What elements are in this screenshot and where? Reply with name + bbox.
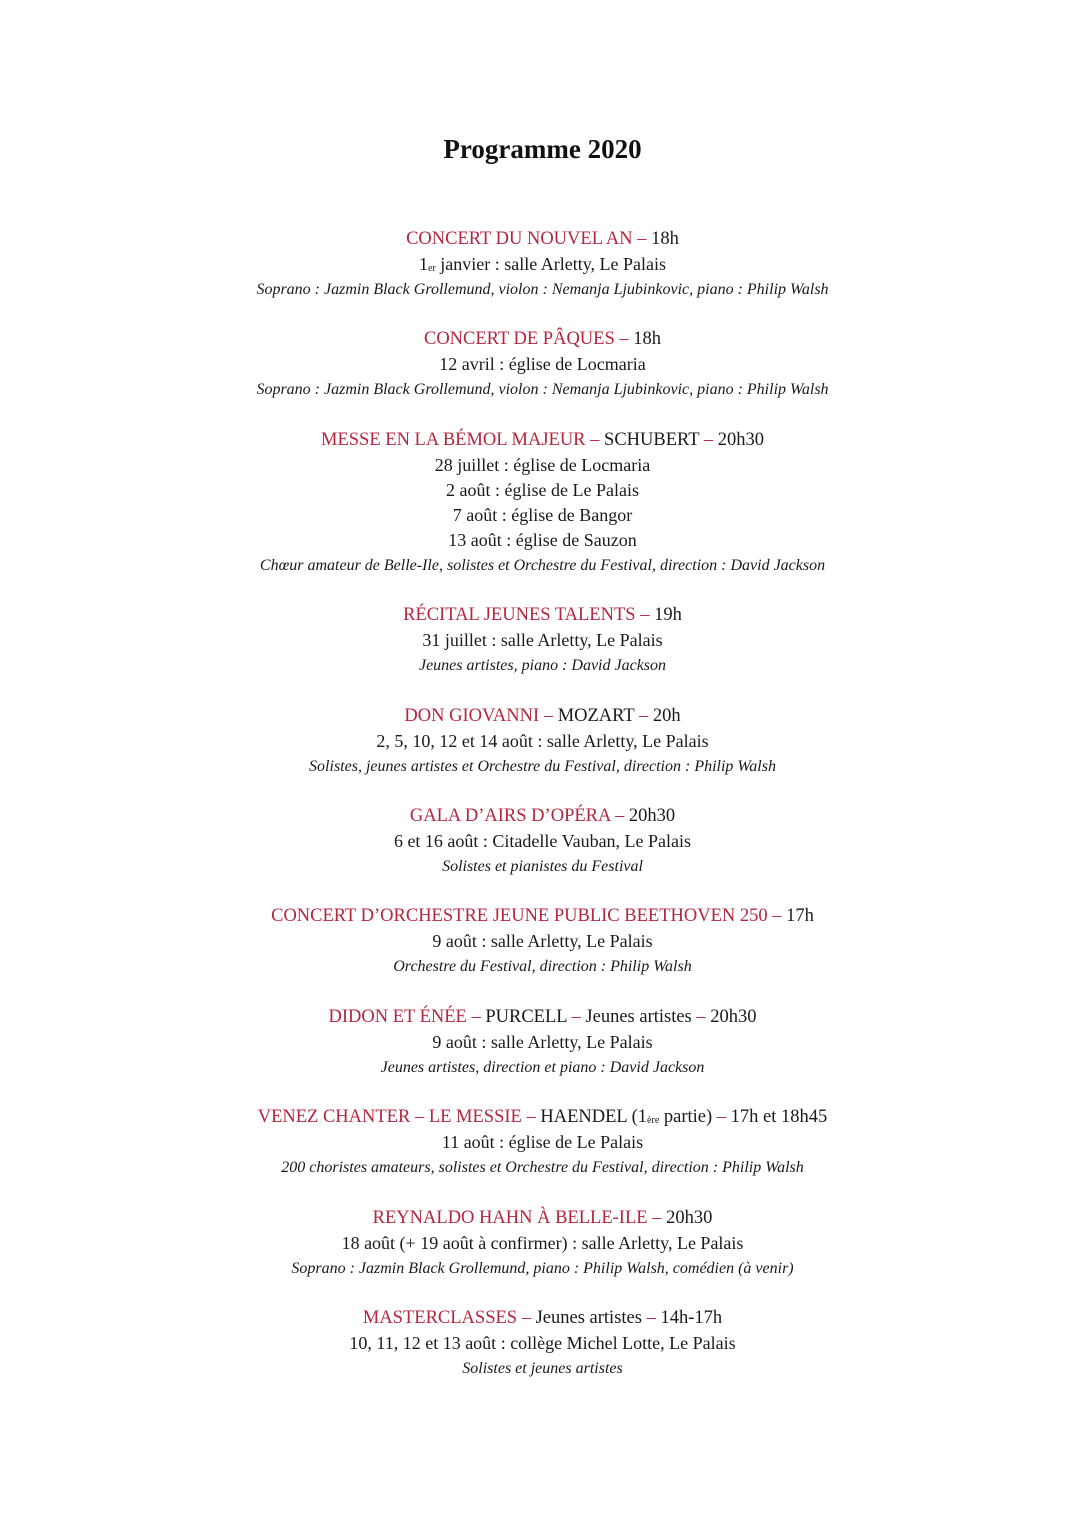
event-performers: Soprano : Jazmin Black Grollemund, piano : Philip Walsh, comédien (à venir) [291,1260,794,1277]
event-masterclasses [0,1306,1085,1381]
event-don-giovanni [0,704,1085,779]
ordinal-suffix: ère [647,1115,660,1126]
event-name-part1: VENEZ CHANTER [257,1107,411,1127]
event-time: 20h30 [710,1007,757,1027]
event-composer: MOZART [557,706,635,726]
event-recital-jeunes-talents [0,603,1085,678]
date-number: 1 [418,254,428,274]
event-date: 9 août : salle Arletty, Le Palais [432,931,653,951]
event-heading [0,1005,1085,1030]
separator: – [410,1107,429,1127]
event-performers: Chœur amateur de Belle-Ile, solistes et Orchestre du Festival, direction : David Jackson [259,557,826,574]
event-name: DIDON ET ÉNÉE [328,1007,467,1027]
event-name: MASTERCLASSES [362,1308,518,1328]
event-time: 14h-17h [660,1308,723,1328]
event-performers: 200 choristes amateurs, solistes et Orchestre du Festival, direction : Philip Walsh [281,1159,804,1176]
event-date: 7 août : église de Bangor [452,505,633,525]
event-performers: Jeunes artistes, piano : David Jackson [418,657,667,674]
separator: – [466,1007,486,1027]
separator: – [712,1107,731,1127]
event-heading [0,428,1085,453]
separator: – [641,1308,661,1328]
event-name: REYNALDO HAHN À BELLE-ILE [372,1208,648,1228]
separator: – [566,1007,586,1027]
event-date: 6 et 16 août : Citadelle Vauban, Le Palais [393,831,692,851]
event-performers: Solistes et jeunes artistes [462,1360,623,1377]
separator: – [647,1208,667,1228]
separator: – [521,1107,541,1127]
event-name: CONCERT DE PÂQUES [423,329,615,349]
event-date: 2 août : église de Le Palais [446,480,639,500]
separator: – [699,430,718,450]
event-heading [0,327,1085,352]
event-heading [0,603,1085,628]
event-extra: Jeunes artistes [535,1308,642,1328]
event-concert-orchestre-jeune-public [0,904,1085,979]
event-name: CONCERT D’ORCHESTRE JEUNE PUBLIC BEETHOVEN 250 [271,906,768,926]
event-name-part2: LE MESSIE [428,1107,522,1127]
separator: – [691,1007,711,1027]
event-heading [0,1306,1085,1331]
ordinal-suffix: er [427,263,436,274]
event-didon-et-enee [0,1005,1085,1080]
event-date: 13 août : église de Sauzon [448,530,637,550]
event-performers: Jeunes artistes, direction et piano : David Jackson [380,1059,705,1076]
event-performers: Orchestre du Festival, direction : Philip Walsh [393,958,692,975]
event-name: MESSE EN LA BÉMOL MAJEUR [321,430,586,450]
event-date: 28 juillet : église de Locmaria [434,455,651,475]
event-heading [0,904,1085,929]
event-date [0,252,1085,277]
event-name: GALA D’AIRS D’OPÉRA [409,806,611,826]
event-date: 18 août (+ 19 août à confirmer) : salle Arletty, Le Palais [341,1233,744,1253]
event-date: 10, 11, 12 et 13 août : collège Michel Lotte, Le Palais [349,1333,736,1353]
event-concert-nouvel-an [0,227,1085,302]
event-venez-chanter-messie [0,1105,1085,1180]
event-composer: SCHUBERT [604,430,700,450]
event-time: 18h [651,229,679,249]
event-composer-rest: partie) [659,1107,713,1127]
event-date: 2, 5, 10, 12 et 14 août : salle Arletty, Le Palais [376,731,709,751]
event-date: 12 avril : église de Locmaria [439,354,646,374]
event-composer: HAENDEL (1 [540,1107,648,1127]
event-date: 9 août : salle Arletty, Le Palais [432,1032,653,1052]
separator: – [585,430,605,450]
event-time: 20h30 [717,430,764,450]
separator: – [635,605,655,625]
separator: – [634,706,653,726]
event-performers: Soprano : Jazmin Black Grollemund, violon : Nemanja Ljubinkovic, piano : Philip Walsh [256,281,829,298]
event-time: 18h [633,329,661,349]
event-name: RÉCITAL JEUNES TALENTS [403,605,636,625]
event-gala-airs-opera [0,804,1085,879]
separator: – [614,329,634,349]
separator: – [632,229,652,249]
event-time: 20h30 [628,806,676,826]
event-heading [0,704,1085,729]
event-time: 20h [652,706,681,726]
event-heading [0,1206,1085,1231]
event-time: 17h et 18h45 [730,1107,828,1127]
separator: – [767,906,787,926]
event-performers: Solistes, jeunes artistes et Orchestre du Festival, direction : Philip Walsh [309,758,776,775]
event-date: 11 août : église de Le Palais [441,1132,644,1152]
event-concert-paques [0,327,1085,402]
separator: – [610,806,629,826]
event-performers: Soprano : Jazmin Black Grollemund, violon : Nemanja Ljubinkovic, piano : Philip Walsh [256,381,829,398]
event-messe-schubert [0,428,1085,578]
event-date: 31 juillet : salle Arletty, Le Palais [422,630,663,650]
page-title: Programme 2020 [443,134,642,164]
event-time: 20h30 [666,1208,713,1228]
event-heading [0,1105,1085,1130]
event-extra: Jeunes artistes [585,1007,692,1027]
separator: – [539,706,558,726]
event-performers: Solistes et pianistes du Festival [442,858,643,875]
date-rest: janvier : salle Arletty, Le Palais [435,254,667,274]
separator: – [517,1308,536,1328]
event-heading [0,804,1085,829]
event-composer: PURCELL [485,1007,567,1027]
event-reynaldo-hahn [0,1206,1085,1281]
event-heading [0,227,1085,252]
event-time: 17h [786,906,814,926]
event-name: DON GIOVANNI [404,706,540,726]
event-name: CONCERT DU NOUVEL AN [406,229,633,249]
event-time: 19h [654,605,682,625]
